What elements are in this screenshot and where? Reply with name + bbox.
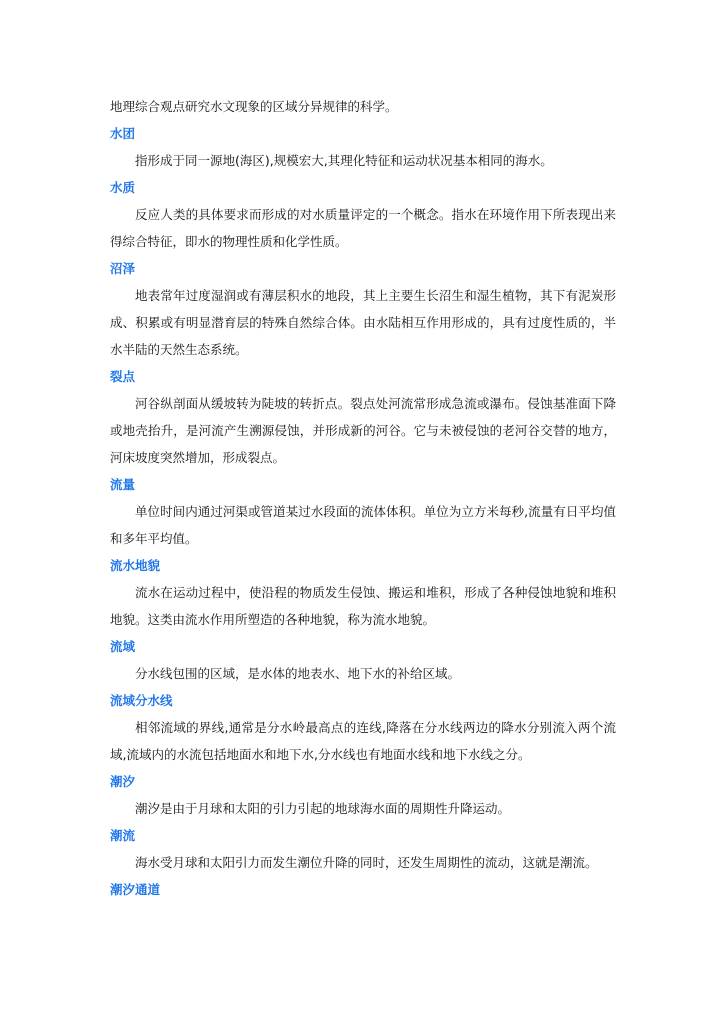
term-heading: 流域 (110, 639, 136, 654)
term-heading: 潮汐 (110, 774, 136, 789)
term-definition: 反应人类的具体要求而形成的对水质量评定的一个概念。指水在环境作用下所表现出来得综合特征，即水的物理性质和化学性质。 (110, 207, 616, 249)
term-definition: 潮汐是由于月球和太阳的引力引起的地球海水面的周期性升降运动。 (135, 801, 511, 816)
term-heading: 水质 (110, 180, 136, 195)
term-heading: 潮流 (110, 828, 136, 843)
term-definition: 地表常年过度湿润或有薄层积水的地段，其上主要生长沼生和湿生植物，其下有泥炭形成、积累或有明显潜育层的特殊自然综合体。由水陆相互作用形成的，具有过度性质的，半水半陆的天然生态系统。 (110, 288, 616, 357)
entry-water-quality (110, 174, 616, 255)
term-heading: 水团 (110, 126, 136, 141)
intro-text: 地理综合观点研究水文现象的区域分异规律的科学。 (110, 99, 398, 114)
document-page (110, 93, 616, 903)
term-definition: 河谷纵剖面从缓坡转为陡坡的转折点。裂点处河流常形成急流或瀑布。侵蚀基准面下降或地壳抬升，是河流产生溯源侵蚀，并形成新的河谷。它与未被侵蚀的老河谷交替的地方，河床坡度突然增加，形成裂点。 (110, 396, 616, 465)
term-heading: 流水地貌 (110, 558, 161, 573)
entry-watershed-divide (110, 687, 616, 768)
term-heading: 流量 (110, 477, 136, 492)
entry-tide (110, 768, 616, 822)
entry-fluvial-landform (110, 552, 616, 633)
term-heading: 裂点 (110, 369, 136, 384)
entry-water-mass (110, 120, 616, 174)
term-definition: 相邻流域的界线,通常是分水岭最高点的连线,降落在分水线两边的降水分别流入两个流域,流域内的水流包括地面水和地下水,分水线也有地面水线和地下水线之分。 (110, 720, 616, 762)
entry-swamp (110, 255, 616, 363)
term-definition: 海水受月球和太阳引力而发生潮位升降的同时，还发生周期性的流动，这就是潮流。 (135, 855, 598, 870)
entry-basin (110, 633, 616, 687)
term-heading: 沼泽 (110, 261, 136, 276)
term-heading: 潮汐通道 (110, 882, 161, 897)
term-definition: 分水线包围的区域，是水体的地表水、地下水的补给区域。 (135, 666, 461, 681)
term-definition: 单位时间内通过河渠或管道某过水段面的流体体积。单位为立方米每秒,流量有日平均值和多年平均值。 (110, 504, 616, 546)
entry-discharge (110, 471, 616, 552)
term-heading: 流域分水线 (110, 693, 173, 708)
entry-knickpoint (110, 363, 616, 471)
entry-tidal-inlet (110, 876, 616, 903)
term-definition: 指形成于同一源地(海区),规模宏大,其理化特征和运动状况基本相同的海水。 (135, 153, 553, 168)
term-definition: 流水在运动过程中，使沿程的物质发生侵蚀、搬运和堆积，形成了各种侵蚀地貌和堆积地貌。这类由流水作用所塑造的各种地貌，称为流水地貌。 (110, 585, 616, 627)
entry-tidal-current (110, 822, 616, 876)
